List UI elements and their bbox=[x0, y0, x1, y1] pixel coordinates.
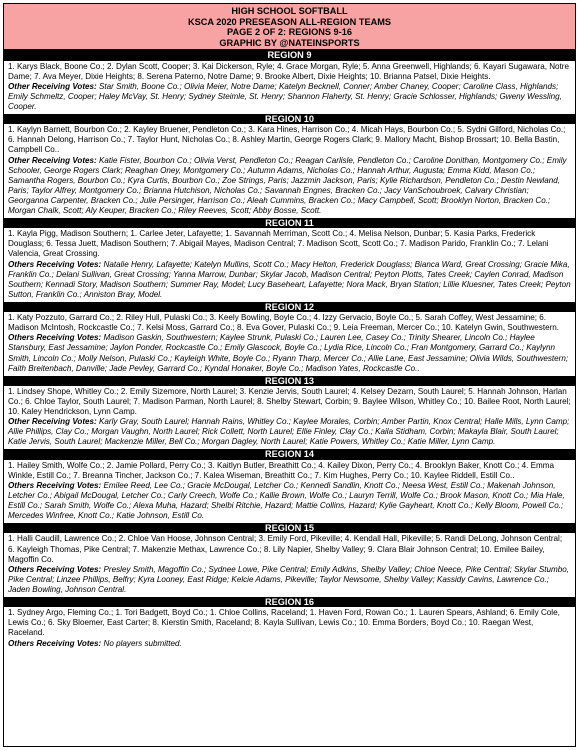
region-16-rankings: 1. Sydney Argo, Fleming Co.; 1. Tori Badgett, Boyd Co.; 1. Chloe Collins, Raceland; 1. Haven Ford, Rowan Co.; 1. Lauren Spears, Ashland; 6. Emily Cole, Lewis Co.; 6. Sky Bloemer, East Carter; 8. Kierstin Smith, Raceland; 8. Kayla Sullivan, Lewis Co.; 10. Emma Borders, Boyd Co.; 10. Raegan West, Raceland. bbox=[8, 608, 560, 638]
region-14-others-list: Emilee Reed, Lee Co.; Gracie McDougal, Letcher Co.; Kennedi Sandlin, Knott Co.; Neesa West, Estill Co.; Makenah Johnson, Letcher Co.; Abigail McDougal, Letcher Co.; Carly Creech, Wolfe Co.; Kallie Brown, Wolfe Co.; Lauryn Terrill, Wolfe Co.; Brook Mason, Knott Co.; Mia Hale, Estill Co.; Sarah Smith, Wolfe Co.; Alexa Muha, Hazard; Shelbi Ritchie, Hazard; Mattie Collins, Hazard; Kylie Gayheart, Knott Co.; Kelly Bloom, Powell Co.; Mercedes Winfree, Knott Co.; Katie Johnson, Estill Co. bbox=[8, 480, 565, 521]
region-11-others-list: Natalie Henry, Lafayette; Katelyn Mullins, Scott Co.; Macy Helton, Frederick Douglass; Bianca Ward, Great Crossing; Gracie Mika, Franklin Co.; Delani Sullivan, Great Crossing; Yanna Marrow, Dunbar; Skylar Jacob, Madison Central; Peyton Plotts, Tates Creek; Caylen Conrad, Madison Southern; Kennadi Story, Madison Southern; Summer Ray, Model; Lucy Baseheart, Lafayette; Nora Mack, Bryan Station; Lillie Kluesner, Tates Creek; Peyton Sutton, Franklin Co.; Anniston Bray, Model. bbox=[8, 259, 571, 299]
region-13-body bbox=[4, 386, 575, 450]
all-region-graphic bbox=[3, 3, 576, 747]
region-14-others-label: Others Receiving Votes: bbox=[8, 480, 102, 490]
header-sport: HIGH SCHOOL SOFTBALL bbox=[231, 6, 348, 16]
region-13-others bbox=[8, 417, 571, 447]
region-12-others-label: Others Receiving Votes: bbox=[8, 333, 102, 343]
region-15-others bbox=[8, 565, 571, 595]
region-13-title: REGION 13 bbox=[4, 376, 575, 386]
region-15-body bbox=[4, 533, 575, 597]
region-15-others-list: Presley Smith, Magoffin Co.; Sydnee Lowe, Pike Central; Emily Adkins, Shelby Valley; Chloe Neece, Pike Central; Skylar Stumbo, Pike Central; Linzee Phillips, Belfry; Kyra Looney, East Ridge; Kelcie Adams, Pikeville; Taylor Newsome, Shelby Valley; Kassidy Cavins, Lawrence Co.; Jaden Bowling, Johnson Central. bbox=[8, 564, 569, 594]
region-11-body bbox=[4, 228, 575, 302]
region-14-title: REGION 14 bbox=[4, 449, 575, 459]
header-title: KSCA 2020 PRESEASON ALL-REGION TEAMS bbox=[187, 16, 391, 27]
region-12-section bbox=[4, 302, 575, 376]
header-page: PAGE 2 OF 2: REGIONS 9-16 bbox=[227, 27, 352, 38]
region-12-others bbox=[8, 333, 571, 373]
region-16-others-label: Others Receiving Votes: bbox=[8, 638, 102, 648]
region-10-others-label: Other Receiving Votes: bbox=[8, 155, 97, 165]
region-16-title: REGION 16 bbox=[4, 597, 575, 607]
region-13-others-label: Other Receiving Votes: bbox=[8, 417, 97, 427]
region-9-rankings: 1. Karys Black, Boone Co.; 2. Dylan Scott, Cooper; 3. Kai Dickerson, Ryle; 4. Grace Morgan, Ryle; 5. Anna Greenwell, Highlands; 6. Kayari Sugawara, Notre Dame; 7. Ava Meyer, Dixie Heights; 8. Serena Paterno, Notre Dame; 9. Brooke Albert, Dixie Heights; 10. Brianna Patsel, Dixie Heights. bbox=[8, 61, 569, 81]
region-11-title: REGION 11 bbox=[4, 218, 575, 228]
region-10-others-list: Katie Fister, Bourbon Co.; Olivia Verst, Pendleton Co.; Reagan Carlisle, Pendleton Co.; Caroline Donithan, Montgomery Co.; Emily Schooler, George Rogers Clark; Reaghan Oney, Montgomery Co.; Autumn Adams, Nicholas Co.; Hannah Arthur, Augusta; Emma Kidd, Mason Co.; Samantha Rogers, Bourbon Co.; Kyra Curtis, Bourbon Co.; Zoe Strings, Paris; Jazzmin Jackson, Paris; Kylie Richardson, Pendleton Co.; Destin Newland, Paris; Taylor Alfrey, Montgomery Co.; Brianna Hutchison, Nicholas Co.; Savannah Engnes, Bracken Co.; Jacy VanSchoubroek, Calvary Christian; Georganna Carpenter, Bracken Co.; Julie Persinger, Harrison Co.; Aleah Cummins, Bracken Co.; Macy Campbell, Scott; Brooklyn Norton, Bracken Co.; Morgan Chalk, Scott; Aly Keuper, Bracken Co.; Riley Reeves, Scott; Abby Bosse, Scott. bbox=[8, 155, 567, 215]
region-16-section bbox=[4, 597, 575, 651]
header-credit: GRAPHIC BY @NATEINSPORTS bbox=[219, 37, 360, 48]
region-9-others bbox=[8, 82, 571, 112]
region-9-others-list: Star Smith, Boone Co.; Olivia Meier, Notre Dame; Katelyn Becknell, Conner; Amber Chaney, Cooper; Caroline Class, Highlands; Emily Schmeltz, Cooper; Haley McVay, St. Henry; Sydney Steimle, St. Henry; Shannon Flaherty, St. Henry; Gracie Schlosser, Highlands; Gweny Wessling, Cooper. bbox=[8, 81, 562, 111]
region-16-others bbox=[8, 639, 571, 649]
region-10-rankings: 1. Kaylyn Barnett, Bourbon Co.; 2. Kayley Bruener, Pendleton Co.; 3. Kara Hines, Harrison Co.; 4. Micah Hays, Bourbon Co.; 5. Sydni Gilford, Nicholas Co.; 6. Hannah Delong, Harrison Co.; 7. Taylor Hunt, Nicholas Co.; 8. Ashley Martin, George Rogers Clark; 9. Mallory Macht, Bishop Brossart; 10. Bella Bastin, Campbell Co.. bbox=[8, 125, 566, 155]
region-10-section bbox=[4, 114, 575, 218]
region-16-others-list: No players submitted. bbox=[101, 638, 182, 648]
region-14-body bbox=[4, 460, 575, 524]
region-13-others-list: Karly Gray, South Laurel; Hannah Rains, Whitley Co.; Kaylee Morales, Corbin; Amber Partin, Knox Central; Halle Mills, Lynn Camp; Allie Phillips, Clay Co.; Morgan Vaughn, North Laurel; Rick Collett, North Laurel; Ellie Finley, Clay Co.; Kaila Stidham, Corbin; Makayla Blair, South Laurel; Katie Jervis, South Laurel; Mackenzie Miller, Bell Co.; Morgan Dagley, North Laurel; Katie Powers, Whitley Co.; Katie Miller, Lynn Camp. bbox=[8, 417, 570, 447]
region-9-body bbox=[4, 61, 575, 114]
graphic-header bbox=[4, 4, 575, 50]
region-16-body bbox=[4, 607, 575, 650]
region-12-body bbox=[4, 312, 575, 376]
region-10-body bbox=[4, 124, 575, 218]
region-13-rankings: 1. Lindsey Shope, Whitley Co.; 2. Emily Sizemore, North Laurel; 3. Kenzie Jervis, South Laurel; 4. Kelsey Dezarn, South Laurel; 5. Hannah Johnson, Harlan Co.; 6. Chloe Taylor, South Laurel; 7. Madison Parman, North Laurel; 8. Shelby Stewart, Corbin; 9. Baylee Wilson, Whitley Co.; 10. Bailee Root, North Laurel; 10. Kaley Hendrickson, Lynn Camp. bbox=[8, 386, 571, 417]
region-9-section bbox=[4, 50, 575, 114]
region-11-others-label: Others Receiving Votes: bbox=[8, 259, 102, 269]
region-15-rankings: 1. Halli Caudill, Lawrence Co.; 2. Chloe Van Hoose, Johnson Central; 3. Emily Ford, Pikeville; 4. Kendall Hall, Pikeville; 5. Randi DeLong, Johnson Central; 6. Kayleigh Thomas, Pike Central; 7. Makenzie Methax, Lawrence Co.; 8. Lily Napier, Shelby Valley; 9. Clara Blair Johnson Central; 10. Emilee Bailey, Magoffin Co. bbox=[8, 534, 563, 564]
region-15-others-label: Others Receiving Votes: bbox=[8, 564, 102, 574]
region-13-section bbox=[4, 376, 575, 450]
region-15-section bbox=[4, 523, 575, 597]
region-14-rankings: 1. Hailey Smith, Wolfe Co.; 2. Jamie Pollard, Perry Co.; 3. Kaitlyn Butler, Breathitt Co.; 4. Kailey Dixon, Perry Co.; 4. Brooklyn Baker, Knott Co.; 4. Emma Winkle, Estill Co.; 7. Breanna Tincher, Jackson Co.; 7. Kalea Wiseman, Breathitt Co.; 7. Kim Hughes, Perry Co.; 10. Kaylee Riddell, Estill Co.. bbox=[8, 460, 554, 480]
region-12-others-list: Madison Gaskin, Southwestern; Kaylee Strunk, Pulaski Co.; Lauren Lee, Casey Co.; Trinity Shearer, Lincoln Co.; Haylee Stansbury, East Jessamine; Jaylon Ponder, Rockcastle Co.; Emily Glascock, Boyle Co.; Lydia Rice, Lincoln Co.; Fran Montgomery, Garrard Co.; Kaylynn Smith, Lincoln Co.; Molly Nelson, Pulaski Co.; Kayleigh White, Boyle Co.; Ryann Tharp, Mercer Co.; Allie Lane, East Jessamine; Olivia Wilds, Southwestern; Faith Breitenbach, Danville; Jade Pevley, Garrard Co.; Kyndal Honaker, Boyle Co.; Madison Yates, Rockcastle Co.. bbox=[8, 333, 569, 373]
region-12-rankings: 1. Katy Pozzuto, Garrard Co.; 2. Riley Hull, Pulaski Co.; 3. Keely Bowling, Boyle Co.; 4. Izzy Gervacio, Boyle Co.; 5. Sarah Coffey, West Jessamine; 6. Madison McIntosh, Rockcastle Co.; 7. Kelsi Moss, Garrard Co.; 8. Eva Gover, Pulaski Co.; 9. Leia Freeman, Mercer Co.; 10. Katelyn Gwin, Southwestern. bbox=[8, 313, 560, 333]
region-14-section bbox=[4, 449, 575, 523]
region-12-title: REGION 12 bbox=[4, 302, 575, 312]
region-9-title: REGION 9 bbox=[4, 50, 575, 60]
region-11-section bbox=[4, 218, 575, 302]
region-11-rankings: 1. Kayla Pigg, Madison Southern; 1. Carlee Jeter, Lafayette; 1. Savannah Merriman, Scott Co.; 4. Melisa Nelson, Dunbar; 5. Kasia Parks, Frederick Douglass; 6. Tessa Juett, Madison Southern; 7. Abigail Mayes, Madison Central; 7. Madison Scott, Scott Co.; 7. Madison Parido, Franklin Co.; 7. Lelani Valencia, Great Crossing. bbox=[8, 229, 549, 259]
region-9-others-label: Other Receiving Votes: bbox=[8, 81, 97, 91]
region-11-others bbox=[8, 260, 571, 300]
region-14-others bbox=[8, 481, 571, 521]
region-10-others bbox=[8, 156, 571, 217]
region-15-title: REGION 15 bbox=[4, 523, 575, 533]
region-10-title: REGION 10 bbox=[4, 114, 575, 124]
